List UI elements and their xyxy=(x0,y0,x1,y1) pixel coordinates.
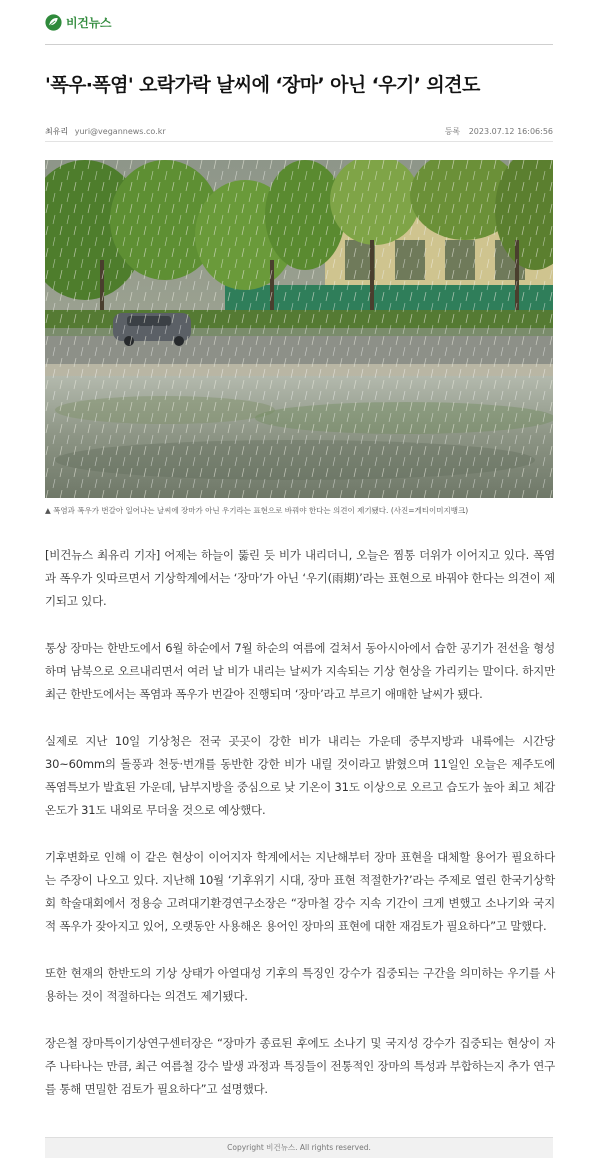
divider xyxy=(45,141,553,142)
divider xyxy=(45,44,553,45)
byline xyxy=(45,126,166,137)
site-name: 비건뉴스 xyxy=(66,15,112,30)
photo-caption: ▲ 폭염과 폭우가 번갈아 일어나는 날씨에 장마가 아닌 우기라는 표현으로 바꿔야 한다는 의견이 제기됐다. (사진=게티이미지뱅크) xyxy=(45,506,469,515)
date-label: 등록 xyxy=(444,127,461,136)
article-title: '폭우·폭염' 오락가락 날씨에 ‘장마’ 아닌 ‘우기’ 의견도 xyxy=(45,73,480,96)
paragraph: 통상 장마는 한반도에서 6월 하순에서 7월 하순의 여름에 걸쳐서 동아시아에서 습한 공기가 전선을 형성하며 남북으로 오르내리면서 여러 날 비가 내리는 날씨가 지속되는 기상 현상을 가리키는 말이다. 하지만 최근 한반도에서는 폭염과 폭우가 번갈아 진행되며 ‘장마’라고 부르기 애매한 날씨가 됐다. xyxy=(45,641,555,701)
rainy-street-image xyxy=(45,160,553,498)
paragraph: 장은철 장마특이기상연구센터장은 “장마가 종료된 후에도 소나기 및 국지성 강수가 집중되는 현상이 자주 나타나는 만큼, 최근 여름철 강수 발생 과정과 특징들이 전통적인 장마의 특성과 부합하는지 추가 연구를 통해 면밀한 검토가 필요하다”고 설명했다. xyxy=(45,1036,556,1096)
paragraph: 또한 현재의 한반도의 기상 상태가 아열대성 기후의 특징인 강수가 집중되는 구간을 의미하는 우기를 사용하는 것이 적절하다는 의견도 제기됐다. xyxy=(45,966,555,1003)
author-name: 최유리 xyxy=(45,127,69,136)
publish-date xyxy=(445,126,553,137)
footer-copyright: Copyright 비건뉴스. All rights reserved. xyxy=(45,1137,553,1158)
article-photo xyxy=(45,160,553,498)
paragraph: [비건뉴스 최유리 기자] 어제는 하늘이 뚫린 듯 비가 내리더니, 오늘은 찜통 더위가 이어지고 있다. 폭염과 폭우가 잇따르면서 기상학계에서는 ‘장마’가 아닌 ‘우기(雨期)’라는 표현으로 바꿔야 한다는 의견이 제기되고 있다. xyxy=(45,548,555,608)
article-body xyxy=(45,544,555,1125)
paragraph: 기후변화로 인해 이 같은 현상이 이어지자 학계에서는 지난해부터 장마 표현을 대체할 용어가 필요하다는 주장이 나오고 있다. 지난해 10월 ‘기후위기 시대, 장마 표현 적절한가?’라는 주제로 열린 한국기상학회 학술대회에서 정용승 고려대기환경연구소장은 “장마철 강수 지속 기간이 크게 변했고 소나기와 국지적 폭우가 잦아지고 있어, 오랫동안 사용해온 용어인 장마의 표현에 대한 재검토가 필요하다”고 말했다. xyxy=(45,850,555,933)
author-email[interactable]: yuri@vegannews.co.kr xyxy=(74,127,166,136)
leaf-logo-icon xyxy=(45,14,62,31)
paragraph: 실제로 지난 10일 기상청은 전국 곳곳이 강한 비가 내리는 가운데 중부지방과 내륙에는 시간당 30~60mm의 돌풍과 천둥·번개를 동반한 강한 비가 내릴 것이라고 밝혔으며 11일인 오늘은 제주도에 폭염특보가 발효된 가운데, 남부지방을 중심으로 낮 기온이 31도 이상으로 오르고 습도가 높아 최고 체감 온도가 31도 내외로 무더울 것으로 예상했다. xyxy=(45,734,555,817)
site-logo[interactable] xyxy=(45,10,111,34)
date-value: 2023.07.12 16:06:56 xyxy=(468,127,553,136)
